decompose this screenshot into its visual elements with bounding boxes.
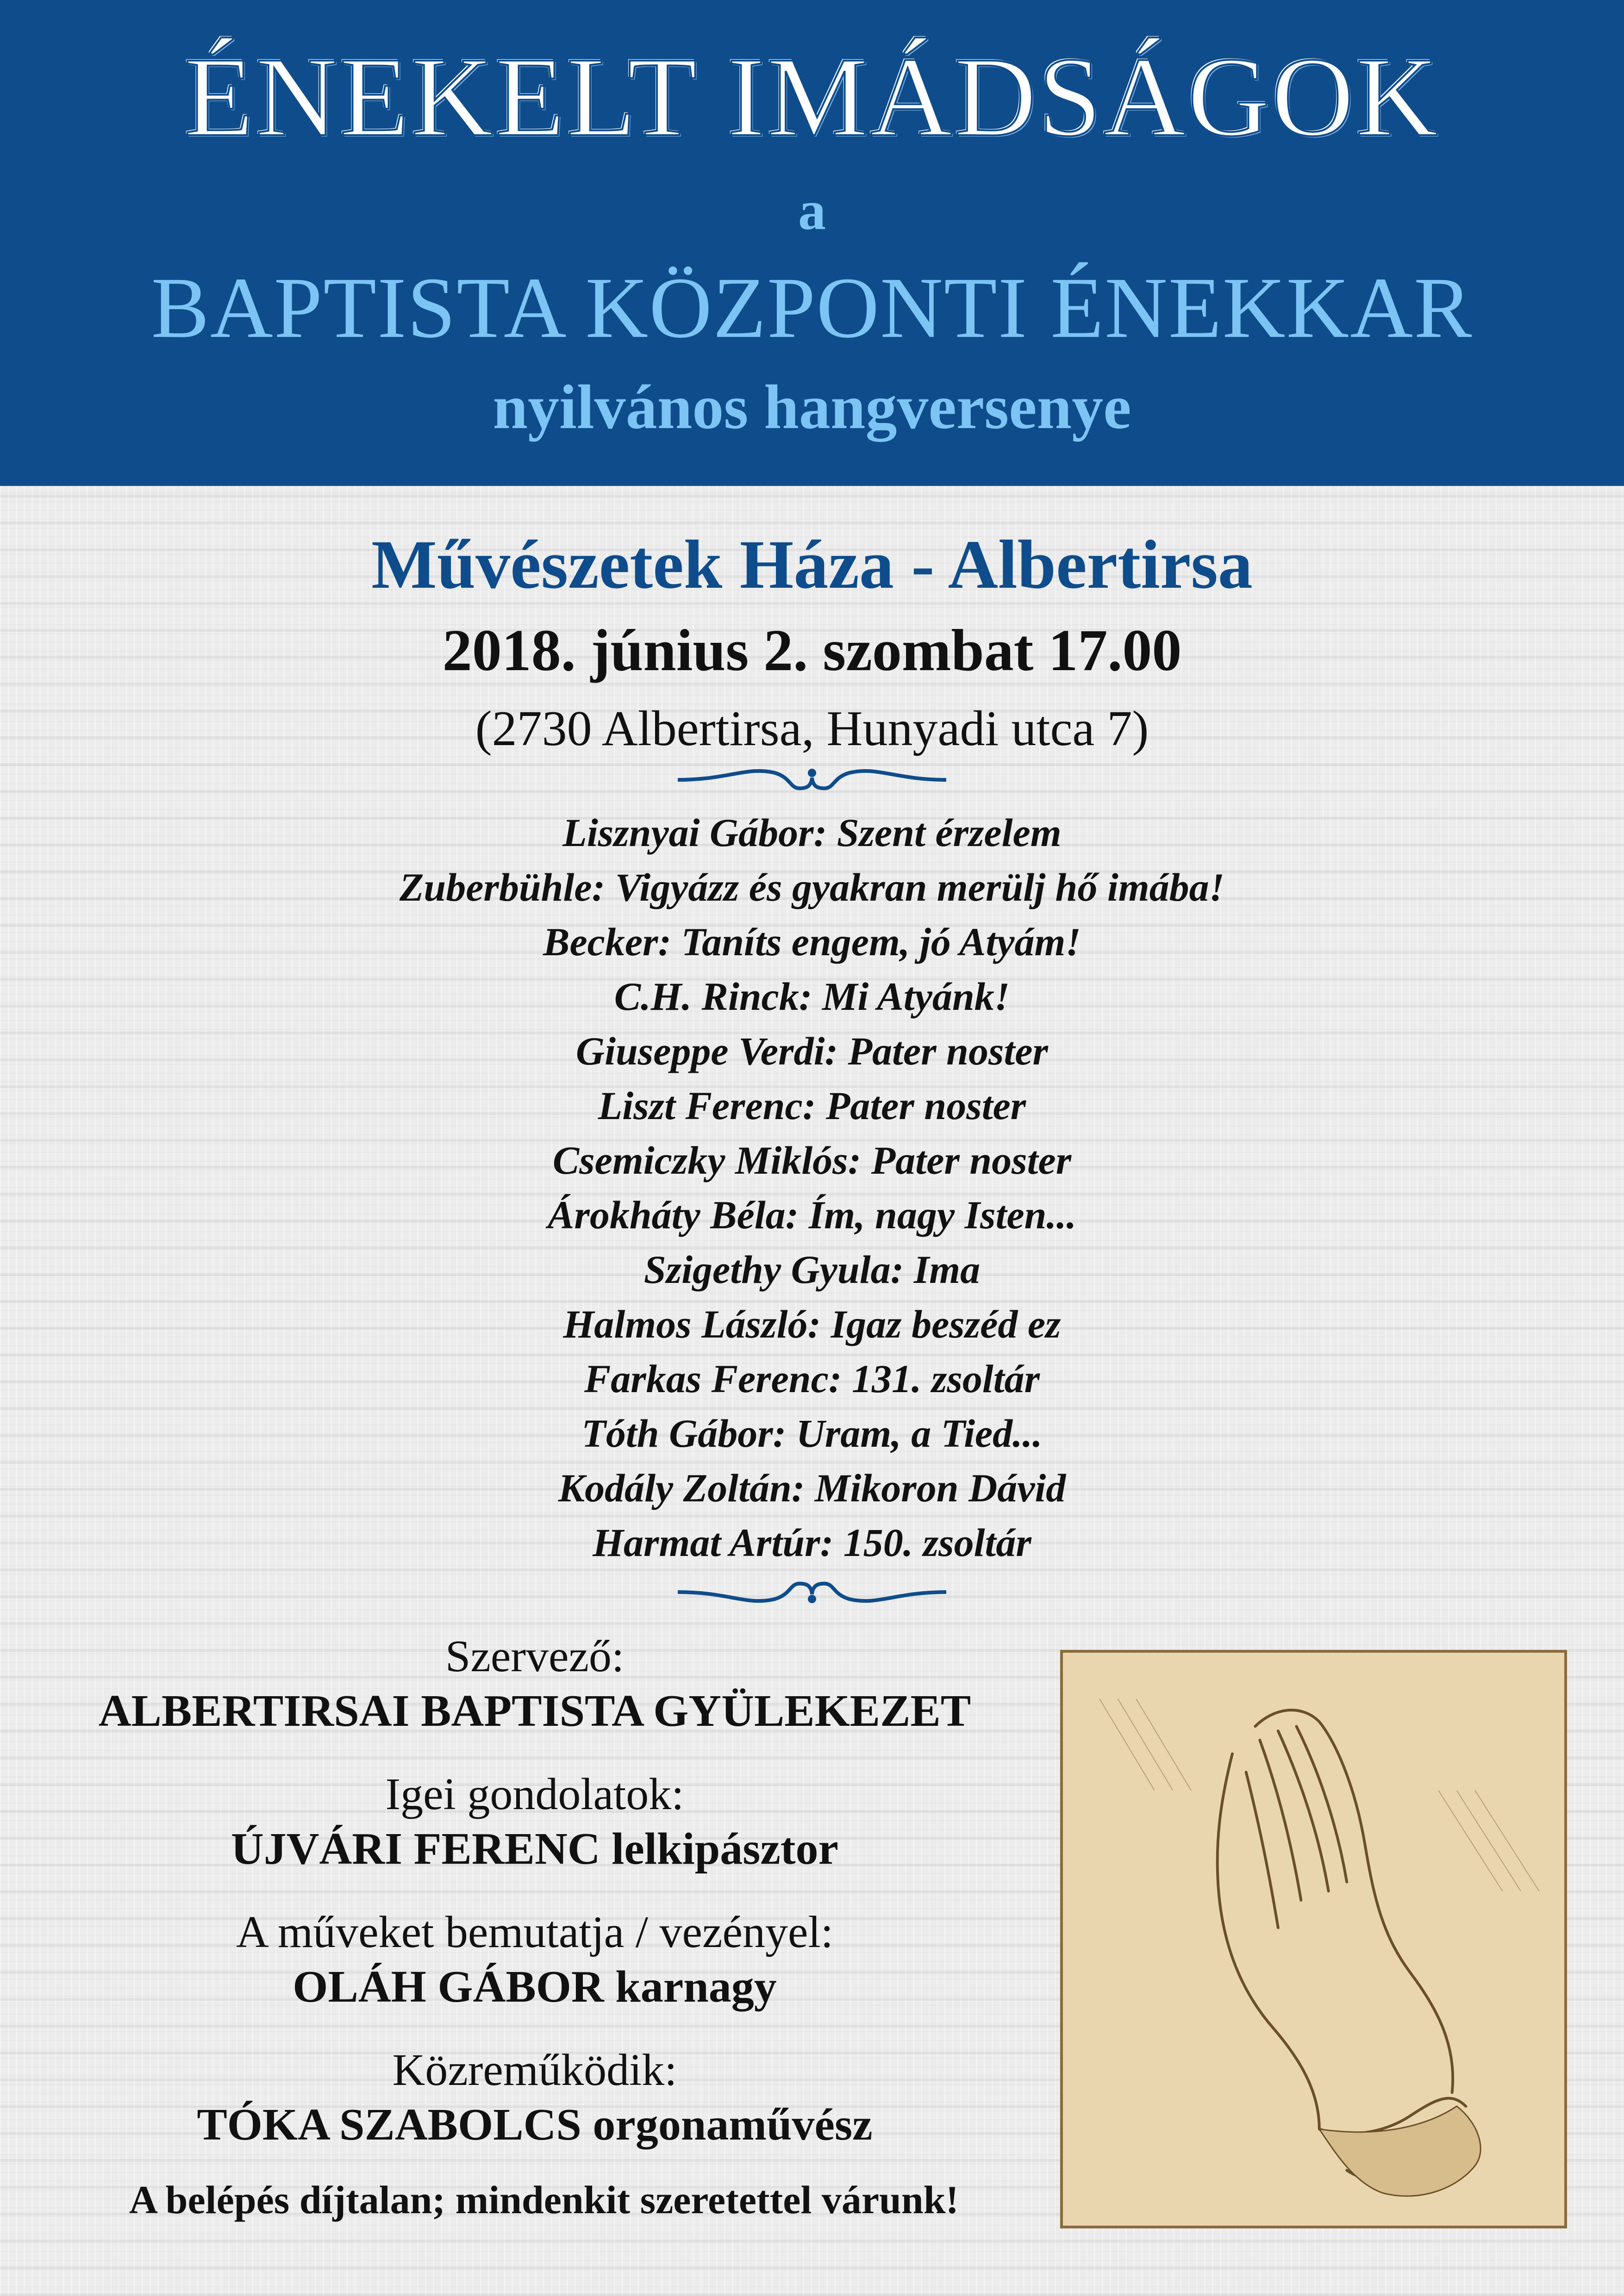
- program-item: Harmat Artúr: 150. zsoltár: [593, 1520, 1031, 1565]
- credits-block: [28, 1629, 1042, 2181]
- choir-name: BAPTISTA KÖZPONTI ÉNEKKAR: [151, 259, 1473, 356]
- bottom-ornament-divider: [673, 1571, 951, 1613]
- program-item: Farkas Ferenc: 131. zsoltár: [584, 1356, 1040, 1401]
- program-item: Giuseppe Verdi: Pater noster: [575, 1029, 1049, 1073]
- sermon-name: ÚJVÁRI FERENC lelkipásztor: [231, 1824, 839, 1874]
- conductor-label: A műveket bemutatja / vezényel:: [236, 1907, 833, 1957]
- program-item: Szigethy Gyula: Ima: [643, 1247, 981, 1292]
- event-datetime: 2018. június 2. szombat 17.00: [442, 617, 1182, 683]
- concert-subtitle: nyilvános hangversenye: [493, 373, 1131, 442]
- top-ornament-divider: [673, 759, 951, 801]
- conductor-name: OLÁH GÁBOR karnagy: [293, 1962, 777, 2012]
- organizer-label: Szervező:: [445, 1631, 625, 1681]
- event-address: (2730 Albertirsa, Hunyadi utca 7): [475, 701, 1149, 756]
- organizer-name: ALBERTIRSAI BAPTISTA GYÜLEKEZET: [98, 1686, 971, 1736]
- program-item: C.H. Rinck: Mi Atyánk!: [614, 974, 1010, 1019]
- concert-title: ÉNEKELT IMÁDSÁGOK: [184, 34, 1440, 160]
- program-item: Halmos László: Igaz beszéd ez: [563, 1302, 1061, 1346]
- program-item: Liszt Ferenc: Pater noster: [598, 1083, 1026, 1128]
- header-banner: [0, 0, 1624, 486]
- program-item: Zuberbühle: Vigyázz és gyakran merülj hő imába!: [399, 865, 1225, 909]
- program-list: [0, 805, 1624, 1570]
- title-connector: a: [798, 180, 826, 241]
- praying-hands-icon: [1063, 1653, 1564, 2226]
- performer-label: Közreműködik:: [392, 2045, 677, 2095]
- venue: Művészetek Háza - Albertirsa: [371, 526, 1253, 603]
- program-item: Kodály Zoltán: Mikoron Dávid: [558, 1466, 1066, 1510]
- program-item: Lisznyai Gábor: Szent érzelem: [562, 810, 1062, 855]
- sermon-label: Igei gondolatok:: [385, 1769, 684, 1819]
- program-item: Becker: Taníts engem, jó Atyám!: [543, 920, 1081, 964]
- program-item: Csemiczky Miklós: Pater noster: [552, 1138, 1072, 1182]
- performer-name: TÓKA SZABOLCS orgonaművész: [197, 2100, 873, 2150]
- program-item: Tóth Gábor: Uram, a Tied...: [581, 1411, 1043, 1456]
- praying-hands-image: [1060, 1650, 1567, 2228]
- admission-note: A belépés díjtalan; mindenkit szeretettel várunk!: [129, 2178, 959, 2222]
- program-item: Árokháty Béla: Ím, nagy Isten...: [548, 1193, 1076, 1237]
